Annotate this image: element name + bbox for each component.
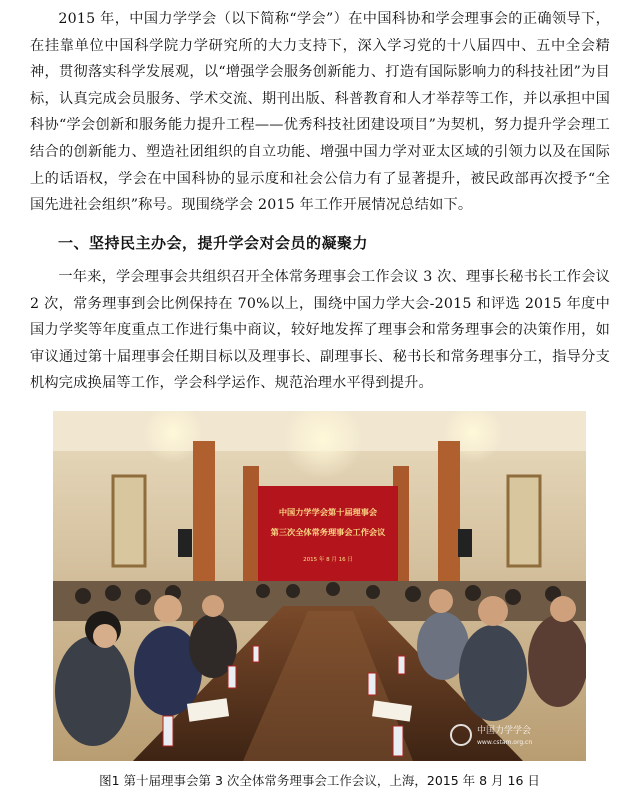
watermark-url: www.cstam.org.cn bbox=[477, 739, 533, 746]
red-banner bbox=[258, 486, 398, 586]
meeting-photo bbox=[53, 411, 586, 761]
figure-caption: 图1 第十届理事会第 3 次全体常务理事会工作会议，上海，2015 年 8 月 16 日 bbox=[99, 773, 540, 788]
intro-paragraph: 2015 年，中国力学学会（以下简称“学会”）在中国科协和学会理事会的正确领导下，在挂靠单位中国科学院力学研究所的大力支持下，深入学习党的十八届四中、五中全会精神，贯彻落实科学发展观，以“增强学会服务创新能力、打造有国际影响力的科技社团”为目标，认真完成会员服务、学术交流、期刊出版、科普教育和人才举荐等工作，并以承担中国科协“学会创新和服务能力提升工程——优秀科技社团建设项目”为契机，努力提升学会理工结合的创新能力、塑造社团组织的自立功能、增强中国力学对亚太区域的引领力以及在国际上的话语权，学会在中国科协的显示度和社会公信力有了显著提升，被民政部再次授予“全国先进社会组织”称号。现围绕学会 2015 年工作开展情况总结如下。 bbox=[30, 11, 610, 214]
speaker-left bbox=[178, 529, 192, 557]
speaker-right bbox=[458, 529, 472, 557]
section-heading: 一、坚持民主办会，提升学会对会员的凝聚力 bbox=[58, 234, 369, 252]
banner-date: 2015 年 8 月 16 日 bbox=[303, 557, 353, 563]
watermark-name: 中国力学学会 bbox=[477, 726, 532, 736]
mirror-left bbox=[113, 476, 145, 566]
banner-line1: 中国力学学会第十届理事会 bbox=[278, 507, 378, 517]
mirror-right bbox=[508, 476, 540, 566]
banner-line2: 第三次全体常务理事会工作会议 bbox=[270, 527, 386, 537]
section-paragraph: 一年来，学会理事会共组织召开全体常务理事会工作会议 3 次、理事长秘书长工作会议 2 次，常务理事到会比例保持在 70%以上，围绕中国力学大会-2015 和评选 2015 年度中国力学奖等年度重点工作进行集中商议，较好地发挥了理事会和常务理事会的决策作用，如审议通过第十届理事会任期目标以及理事长、副理事长、秘书长和常务理事分工，指导分支机构完成换届等工作，学会科学运作、规范治理水平得到提升。 bbox=[30, 269, 610, 392]
